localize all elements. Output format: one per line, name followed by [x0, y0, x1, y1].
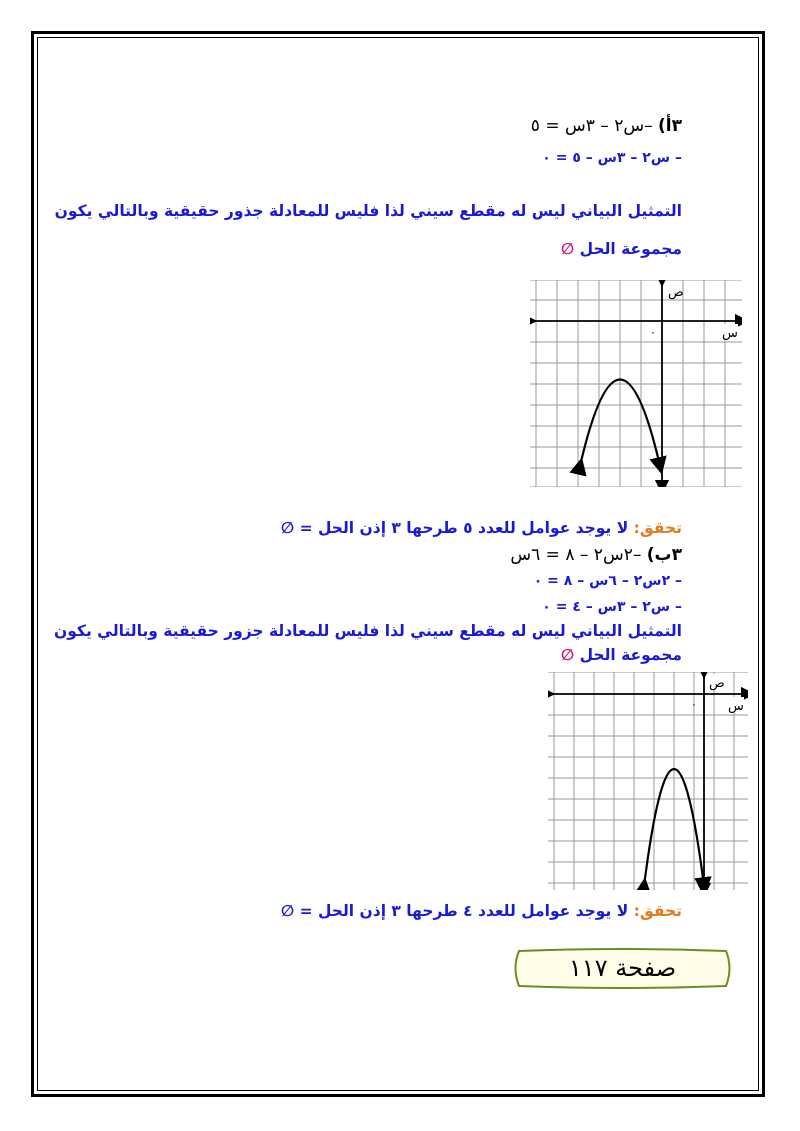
problem-3a-explanation-line2	[561, 240, 682, 258]
problem-3b-explanation-line2	[561, 646, 682, 664]
problem-3b-solution-set-label: مجموعة الحل	[579, 646, 682, 664]
problem-3b-statement	[510, 545, 682, 565]
problem-3a-check	[281, 519, 682, 537]
empty-set-icon: ∅	[560, 240, 575, 258]
graph-3a-grid	[530, 280, 742, 487]
problem-3a-check-label: تحقق:	[633, 519, 682, 537]
graph-3a	[530, 280, 742, 487]
problem-3b-check-label: تحقق:	[633, 902, 682, 920]
problem-3a-standard-form: – س٢ – ٣س – ٥ = ٠	[542, 150, 682, 166]
problem-3a-equation: –س٢ – ٣س = ٥	[530, 116, 653, 136]
problem-3a-label: ٣أ)	[658, 116, 682, 136]
page-number-label: صفحة ١١٧	[568, 954, 677, 982]
problem-3b-check	[281, 902, 682, 920]
graph-3b-y-label: ص	[709, 676, 725, 691]
problem-3a-explanation-line1: التمثيل البياني ليس له مقطع سيني لذا فليس للمعادلة جذور حقيقية وبالتالي يكون	[54, 202, 682, 220]
problem-3a-check-text: لا يوجد عوامل للعدد ٥ طرحها ٣ إذن الحل = ∅	[280, 519, 629, 537]
graph-3b-origin-label: ٠	[691, 698, 697, 711]
graph-3b	[548, 672, 748, 890]
problem-3b-explanation-line1: التمثيل البياني ليس له مقطع سيني لذا فليس للمعادلة جزور حقيقية وبالتالي يكون	[53, 622, 682, 640]
graph-3a-origin-label: ٠	[650, 326, 656, 339]
empty-set-icon: ∅	[560, 646, 575, 664]
problem-3b-standard-form-2: – س٢ – ٣س – ٤ = ٠	[542, 599, 682, 615]
problem-3a-statement	[531, 116, 682, 136]
problem-3a-solution-set-label: مجموعة الحل	[579, 240, 682, 258]
problem-3b-label: ٣ب)	[646, 545, 682, 565]
problem-3b-equation: –٢س٢ – ٨ = ٦س	[510, 545, 642, 565]
graph-3a-x-label: س	[722, 326, 738, 341]
problem-3b-standard-form-1: – ٢س٢ – ٦س – ٨ = ٠	[533, 573, 682, 589]
problem-3b-check-text: لا يوجد عوامل للعدد ٤ طرحها ٣ إذن الحل = ∅	[280, 902, 629, 920]
graph-3b-x-label: س	[728, 699, 744, 714]
graph-3a-y-label: ص	[668, 285, 684, 300]
